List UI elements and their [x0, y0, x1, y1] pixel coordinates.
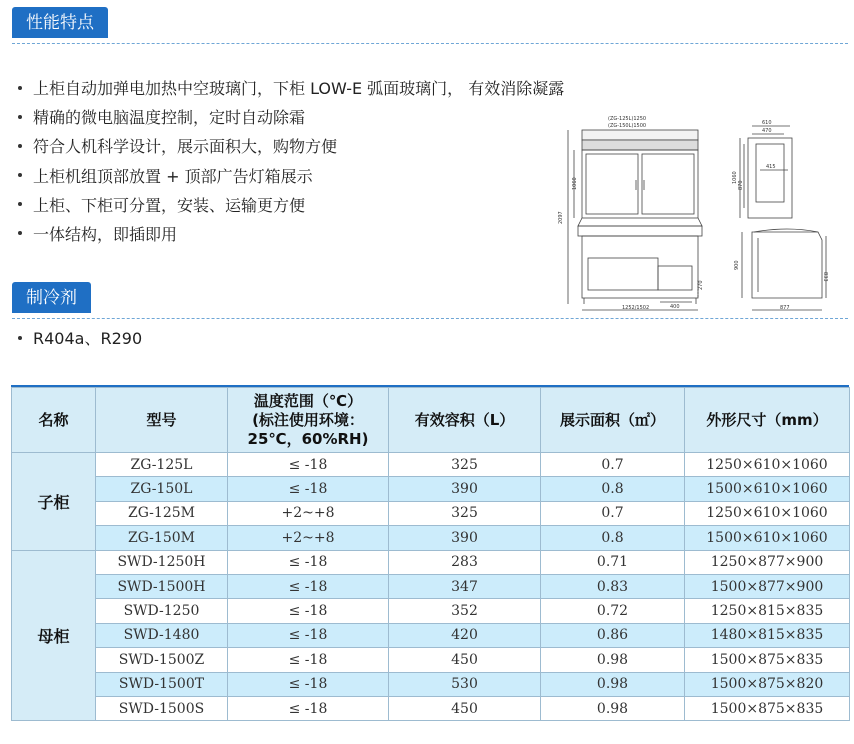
- feature-text: 上柜、下柜可分置，安装、运输更方便: [33, 195, 306, 215]
- volume-cell: 283: [389, 550, 541, 574]
- table-row: [12, 574, 850, 598]
- display-area-cell: 0.7: [541, 453, 685, 477]
- refrigerant-item: [18, 328, 142, 350]
- volume-cell: 450: [389, 696, 541, 720]
- refrigerant-divider: [12, 318, 848, 319]
- model-cell: SWD-1480: [96, 623, 228, 647]
- volume-cell: 325: [389, 453, 541, 477]
- side-upper-height-label: 1060: [732, 171, 738, 184]
- model-cell: SWD-1250H: [96, 550, 228, 574]
- dimensions-cell: 1500×877×900: [685, 574, 850, 598]
- dimensions-cell: 1480×815×835: [685, 623, 850, 647]
- front-height-label: 2097: [558, 211, 564, 224]
- model-cell: SWD-1500T: [96, 672, 228, 696]
- display-area-cell: 0.8: [541, 477, 685, 501]
- dimensions-cell: 1250×610×1060: [685, 453, 850, 477]
- volume-cell: 347: [389, 574, 541, 598]
- display-area-cell: 0.98: [541, 648, 685, 672]
- display-area-cell: 0.86: [541, 623, 685, 647]
- bullet-icon: [18, 336, 22, 340]
- volume-cell: 390: [389, 477, 541, 501]
- feature-text: 一体结构，即插即用: [33, 224, 178, 244]
- front-top-label-2: (ZG-150L)1500: [608, 123, 647, 129]
- table-body: [12, 453, 850, 721]
- display-area-cell: 0.98: [541, 696, 685, 720]
- volume-cell: 450: [389, 648, 541, 672]
- display-area-cell: 0.71: [541, 550, 685, 574]
- side-bottom-width-label: 877: [780, 305, 790, 311]
- display-area-cell: 0.7: [541, 501, 685, 525]
- model-cell: ZG-150M: [96, 526, 228, 550]
- header-model: 型号: [96, 388, 228, 453]
- list-item: [18, 220, 564, 249]
- header-temp-range: 温度范围（℃） (标注使用环境： 25℃，60%RH): [228, 388, 389, 453]
- model-cell: SWD-1250: [96, 599, 228, 623]
- features-section-title: 性能特点: [12, 7, 108, 38]
- temp-range-cell: ≤ -18: [228, 477, 389, 501]
- side-lower-right-label: 833: [822, 272, 828, 282]
- list-item: [18, 162, 564, 191]
- bullet-icon: [18, 115, 22, 119]
- display-area-cell: 0.72: [541, 599, 685, 623]
- front-top-label-1: (ZG-125L)1250: [608, 116, 647, 122]
- temp-range-cell: ≤ -18: [228, 648, 389, 672]
- front-small-height-label: 270: [698, 280, 704, 290]
- display-area-cell: 0.8: [541, 526, 685, 550]
- side-top-label-1: 610: [762, 120, 772, 126]
- feature-text: 上柜机组顶部放置 + 顶部广告灯箱展示: [33, 166, 313, 186]
- model-cell: ZG-125L: [96, 453, 228, 477]
- volume-cell: 352: [389, 599, 541, 623]
- table-row: [12, 696, 850, 720]
- temp-range-cell: ≤ -18: [228, 623, 389, 647]
- dimensions-cell: 1500×875×835: [685, 696, 850, 720]
- bullet-icon: [18, 202, 22, 206]
- dimensions-cell: 1500×875×820: [685, 672, 850, 696]
- model-cell: SWD-1500S: [96, 696, 228, 720]
- cabinet-dimension-drawing: [552, 108, 834, 318]
- display-area-cell: 0.98: [541, 672, 685, 696]
- bullet-icon: [18, 86, 22, 90]
- model-cell: ZG-125M: [96, 501, 228, 525]
- side-upper-inner-label: 870: [738, 180, 744, 190]
- feature-text: 上柜自动加弹电加热中空玻璃门，下柜 LOW-E 弧面玻璃门， 有效消除凝露: [33, 79, 565, 98]
- model-cell: SWD-1500H: [96, 574, 228, 598]
- features-list: [18, 74, 564, 249]
- bullet-icon: [18, 144, 22, 148]
- list-item: [18, 132, 564, 161]
- features-divider: [12, 43, 848, 44]
- volume-cell: 420: [389, 623, 541, 647]
- temp-range-cell: ≤ -18: [228, 574, 389, 598]
- dimensions-cell: 1500×610×1060: [685, 526, 850, 550]
- dimensions-cell: 1250×610×1060: [685, 501, 850, 525]
- table-row: [12, 623, 850, 647]
- model-cell: ZG-150L: [96, 477, 228, 501]
- list-item: [18, 191, 564, 220]
- list-item: [18, 103, 564, 132]
- table-header-row: [12, 388, 850, 453]
- table-row: [12, 599, 850, 623]
- upper-height-label: 1060: [572, 177, 578, 190]
- table-row: [12, 477, 850, 501]
- volume-cell: 325: [389, 501, 541, 525]
- temp-range-cell: +2~+8: [228, 501, 389, 525]
- front-small-width-label: 400: [670, 304, 680, 310]
- temp-range-cell: +2~+8: [228, 526, 389, 550]
- dimensions-cell: 1500×610×1060: [685, 477, 850, 501]
- bullet-icon: [18, 173, 22, 177]
- table-row: [12, 648, 850, 672]
- volume-cell: 530: [389, 672, 541, 696]
- table-row: [12, 501, 850, 525]
- header-dimensions: 外形尺寸（mm）: [685, 388, 850, 453]
- table-row: [12, 526, 850, 550]
- header-display-area: 展示面积（㎡）: [541, 388, 685, 453]
- table-row: [12, 453, 850, 477]
- header-name: 名称: [12, 388, 96, 453]
- refrigerant-text: R404a、R290: [33, 329, 143, 348]
- model-cell: SWD-1500Z: [96, 648, 228, 672]
- side-lower-height-label: 900: [734, 260, 740, 270]
- temp-range-cell: ≤ -18: [228, 453, 389, 477]
- temp-range-cell: ≤ -18: [228, 696, 389, 720]
- refrigerant-section-title: 制冷剂: [12, 282, 91, 313]
- bullet-icon: [18, 231, 22, 235]
- list-item: [18, 74, 564, 103]
- spec-table: [11, 387, 850, 721]
- temp-range-cell: ≤ -18: [228, 672, 389, 696]
- dimensions-cell: 1500×875×835: [685, 648, 850, 672]
- front-width-label: 1252/1502: [622, 305, 650, 311]
- dimensions-cell: 1250×815×835: [685, 599, 850, 623]
- temp-range-cell: ≤ -18: [228, 599, 389, 623]
- table-row: [12, 672, 850, 696]
- temp-range-cell: ≤ -18: [228, 550, 389, 574]
- display-area-cell: 0.83: [541, 574, 685, 598]
- table-row: [12, 550, 850, 574]
- group-name-cell: 母柜: [12, 550, 96, 721]
- feature-text: 符合人机科学设计，展示面积大，购物方便: [33, 137, 338, 157]
- feature-text: 精确的微电脑温度控制，定时自动除霜: [33, 108, 306, 128]
- header-volume: 有效容积（L）: [389, 388, 541, 453]
- volume-cell: 390: [389, 526, 541, 550]
- group-name-cell: 子柜: [12, 453, 96, 551]
- side-top-label-2: 470: [762, 128, 772, 134]
- side-inner-label: 415: [766, 164, 776, 170]
- dimensions-cell: 1250×877×900: [685, 550, 850, 574]
